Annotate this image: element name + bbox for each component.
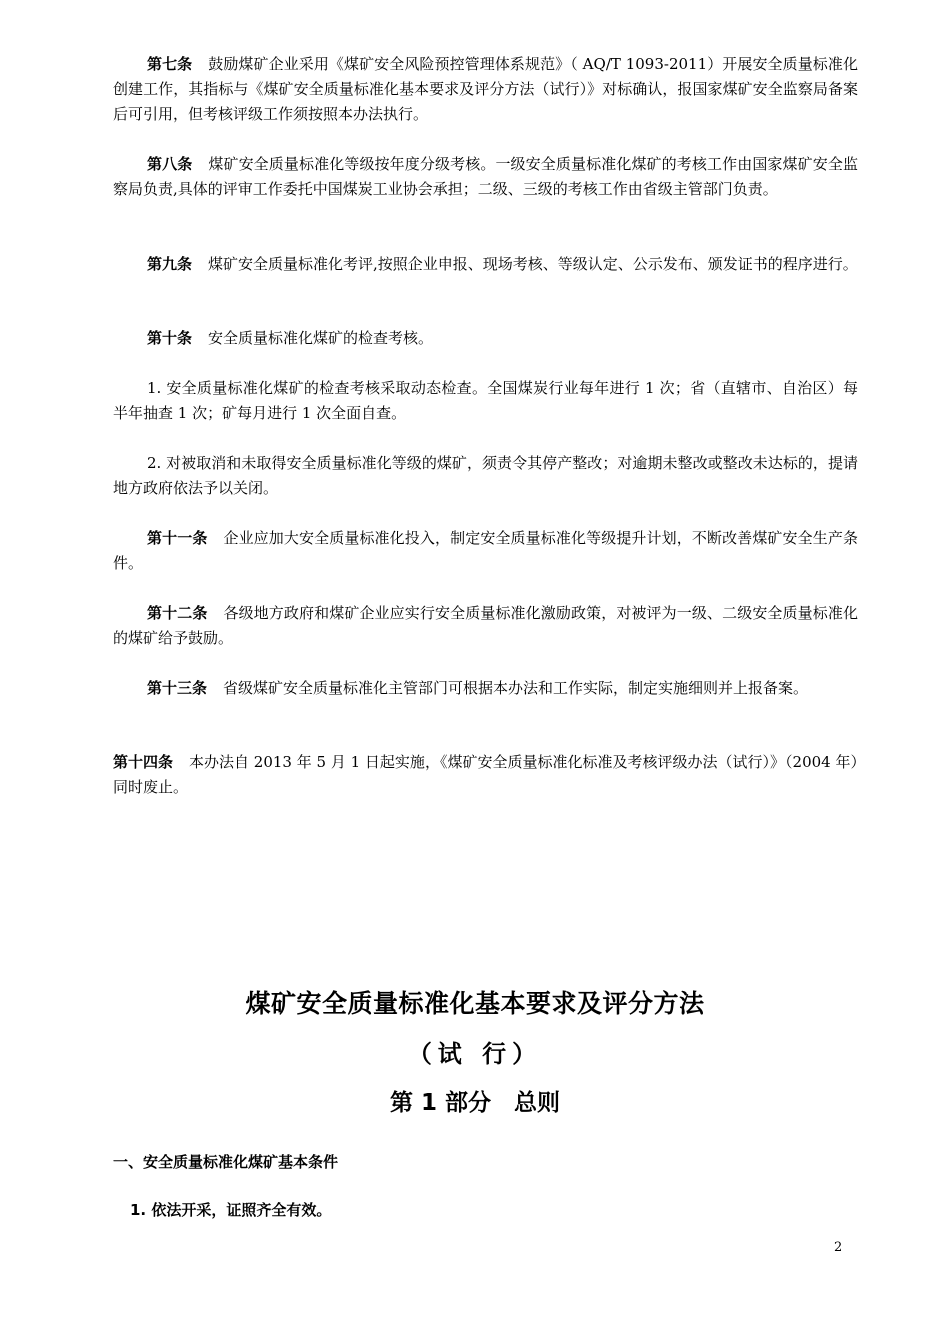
article-text: 煤矿安全质量标准化等级按年度分级考核。一级安全质量标准化煤矿的考核工作由国家煤矿安全监察局负责,具体的评审工作委托中国煤炭工业协会承担；二级、三级的考核工作由省级主管部门负责。 (113, 155, 858, 198)
article-label: 第八条 (147, 155, 193, 173)
article-8 (113, 152, 858, 202)
article-label: 第十二条 (147, 604, 208, 622)
document-title: 煤矿安全质量标准化基本要求及评分方法 (245, 989, 705, 1018)
article-text: 省级煤矿安全质量标准化主管部门可根据本办法和工作实际，制定实施细则并上报备案。 (223, 679, 809, 697)
article-9 (113, 252, 858, 277)
article-10-item-2 (113, 451, 858, 501)
article-label: 第十条 (147, 329, 193, 347)
article-7 (113, 52, 858, 127)
article-label: 第九条 (147, 255, 193, 273)
article-label: 第十四条 (113, 753, 174, 771)
article-12 (113, 601, 858, 651)
article-label: 第十一条 (147, 529, 208, 547)
article-text: 企业应加大安全质量标准化投入，制定安全质量标准化等级提升计划，不断改善煤矿安全生产条件。 (113, 529, 858, 572)
page-number: 2 (834, 1240, 843, 1255)
part-heading: 第 1 部分 总则 (389, 1090, 561, 1116)
article-text: 1. 安全质量标准化煤矿的检查考核采取动态检查。全国煤炭行业每年进行 1 次；省（直辖市、自治区）每半年抽查 1 次；矿每月进行 1 次全面自查。 (113, 379, 858, 422)
article-text: 本办法自 2013 年 5 月 1 日起实施，《煤矿安全质量标准化标准及考核评级办法（试行）》（2004 年）同时废止。 (113, 753, 858, 796)
article-text: 安全质量标准化煤矿的检查考核。 (208, 329, 434, 347)
article-13 (113, 676, 858, 701)
section-heading: 一、安全质量标准化煤矿基本条件 (113, 1153, 339, 1171)
article-11 (113, 526, 858, 576)
article-14 (113, 750, 858, 800)
article-text: 2. 对被取消和未取得安全质量标准化等级的煤矿，须责令其停产整改；对逾期未整改或整改未达标的，提请地方政府依法予以关闭。 (113, 454, 858, 497)
document-subtitle: （试 行） (407, 1039, 543, 1068)
section-item-1: 1. 依法开采，证照齐全有效。 (130, 1201, 332, 1219)
article-text: 煤矿安全质量标准化考评,按照企业申报、现场考核、等级认定、公示发布、颁发证书的程序进行。 (208, 255, 858, 273)
article-10-item-1 (113, 376, 858, 426)
article-label: 第十三条 (147, 679, 208, 697)
article-label: 第七条 (147, 55, 193, 73)
article-text: 各级地方政府和煤矿企业应实行安全质量标准化激励政策，对被评为一级、二级安全质量标准化的煤矿给予鼓励。 (113, 604, 858, 647)
article-text: 鼓励煤矿企业采用《煤矿安全风险预控管理体系规范》（ AQ/T 1093-2011）开展安全质量标准化创建工作，其指标与《煤矿安全质量标准化基本要求及评分方法（试行）》对标确认，报国家煤矿安全监察局备案后可引用，但考核评级工作须按照本办法执行。 (113, 55, 858, 123)
article-10 (113, 326, 858, 351)
